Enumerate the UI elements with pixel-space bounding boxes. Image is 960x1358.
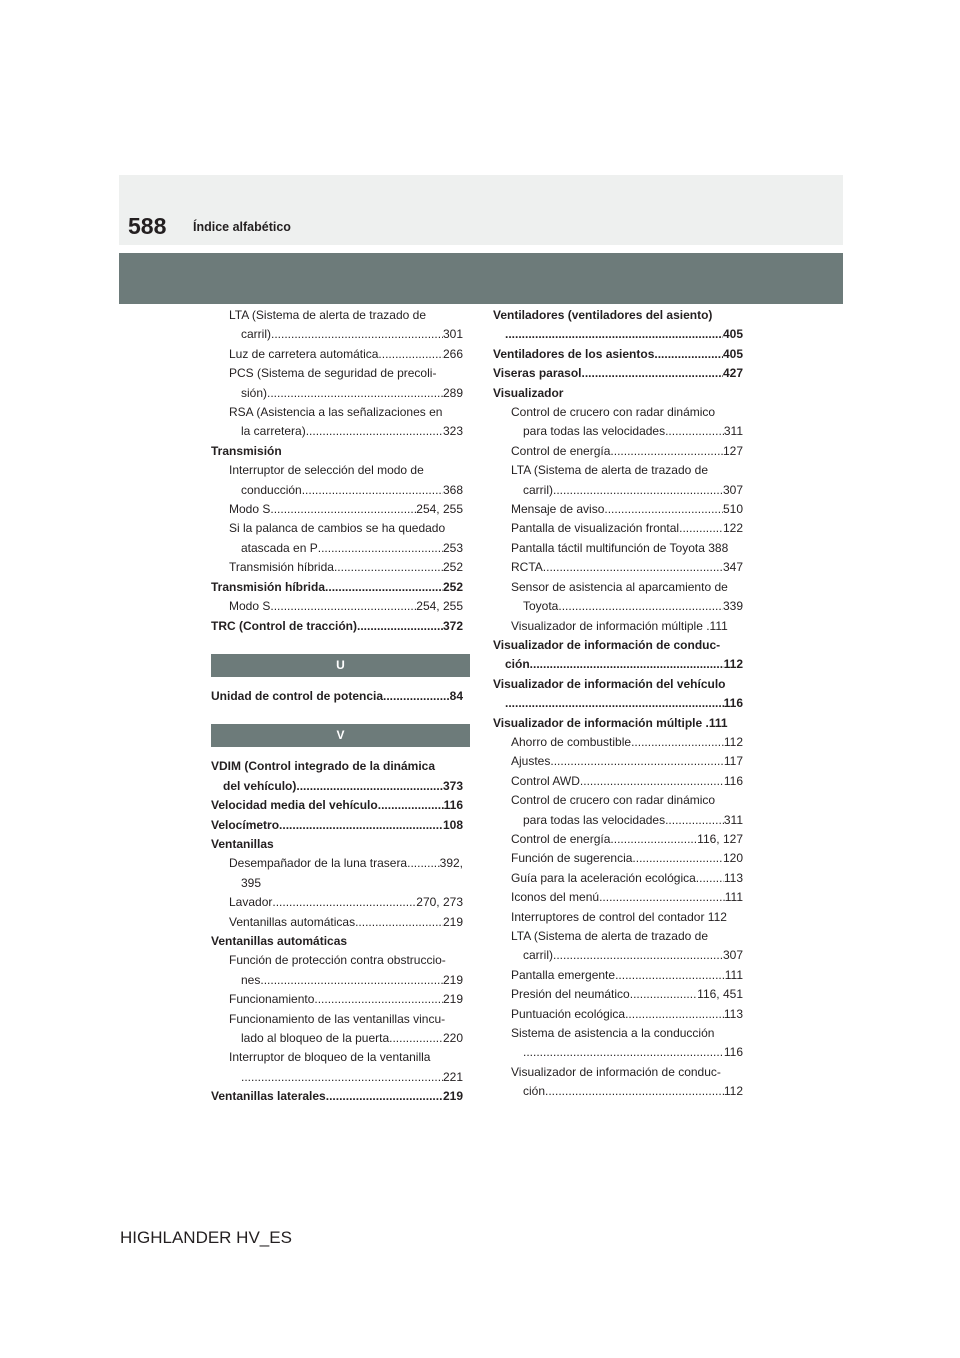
index-entry: Control de energía ..... 116, 127	[493, 830, 743, 849]
index-heading: Transmisión híbrida ..... 252	[211, 578, 463, 597]
index-entry: Ventanillas automáticas ..... 219	[211, 913, 463, 932]
index-entry: Pantalla táctil multifunción de Toyota 388	[511, 540, 729, 555]
index-heading: Ventanillas automáticas	[211, 933, 348, 948]
index-heading: Ventanillas	[211, 836, 274, 851]
index-entry-cont: sión) ..... 289	[211, 384, 463, 403]
index-heading: Visualizador de información múltiple .111	[493, 715, 728, 730]
index-entry: Luz de carretera automática ..... 266	[211, 345, 463, 364]
index-entry: Visualizador de información múltiple .111	[511, 618, 728, 633]
letter-section-u: U	[211, 654, 470, 677]
index-entry-cont: 395	[241, 875, 262, 890]
index-entry: Interruptor de selección del modo de	[229, 463, 424, 478]
index-heading: Ventiladores (ventiladores del asiento)	[493, 308, 713, 322]
index-entry: PCS (Sistema de seguridad de precoli-	[229, 366, 437, 381]
index-heading: Visualizador	[493, 385, 564, 400]
index-entry-cont: Toyota ..... 339	[493, 597, 743, 616]
index-entry: Sensor de asistencia al aparcamiento de	[511, 579, 728, 594]
index-heading: Velocidad media del vehículo ..... 116	[211, 796, 463, 815]
index-entry: RCTA ..... 347	[493, 558, 743, 577]
index-entry: Interruptores de control del contador 112	[511, 909, 727, 924]
index-entry: Interruptor de bloqueo de la ventanilla	[229, 1050, 431, 1065]
index-entry: Funcionamiento de las ventanillas vincu-	[229, 1011, 446, 1026]
index-entry: LTA (Sistema de alerta de trazado de	[229, 308, 426, 322]
index-entry-cont: carril) ..... 307	[493, 481, 743, 500]
index-column-right	[493, 306, 743, 1102]
index-entry-cont: conducción ..... 368	[211, 481, 463, 500]
index-entry: Visualizador de información de conduc-	[511, 1064, 721, 1079]
section-title: Índice alfabético	[193, 220, 291, 234]
index-heading: Ventanillas laterales ..... 219	[211, 1087, 463, 1106]
index-entry-cont: carril) ..... 307	[493, 946, 743, 965]
header-dark-band	[119, 253, 843, 304]
index-heading: Velocímetro ..... 108	[211, 816, 463, 835]
index-entry-cont: atascada en P ..... 253	[211, 539, 463, 558]
index-entry: Funcionamiento ..... 219	[211, 990, 463, 1009]
index-entry: Ahorro de combustible ..... 112	[493, 733, 743, 752]
index-heading: VDIM (Control integrado de la dinámica	[211, 759, 436, 774]
index-entry: Control de energía ..... 127	[493, 442, 743, 461]
index-heading: Viseras parasol ..... 427	[493, 364, 743, 383]
index-entry: Iconos del menú ..... 111	[493, 888, 743, 907]
index-entry: Pantalla de visualización frontal ..... 122	[493, 519, 743, 538]
index-entry: Modo S ..... 254, 255	[211, 597, 463, 616]
index-heading-cont: ..... 405	[493, 325, 743, 344]
index-entry: Control AWD ..... 116	[493, 772, 743, 791]
index-entry: Control de crucero con radar dinámico	[511, 793, 716, 808]
index-entry: Presión del neumático ..... 116, 451	[493, 985, 743, 1004]
index-heading: TRC (Control de tracción) ..... 372	[211, 617, 463, 636]
index-entry: Puntuación ecológica ..... 113	[493, 1005, 743, 1024]
index-entry-cont: ..... 116	[493, 1043, 743, 1062]
index-entry: LTA (Sistema de alerta de trazado de	[511, 929, 708, 943]
index-entry: Desempañador de la luna trasera ..... 392,	[211, 854, 463, 873]
index-heading: Visualizador de información del vehículo	[493, 676, 726, 691]
index-entry: Modo S ..... 254, 255	[211, 500, 463, 519]
index-column-left	[211, 306, 463, 1107]
index-entry: LTA (Sistema de alerta de trazado de	[511, 463, 708, 478]
page-number: 588	[128, 213, 167, 239]
index-heading-cont: ción ..... 112	[493, 655, 743, 674]
letter-section-v: V	[211, 724, 470, 747]
index-entry-cont: la carretera) ..... 323	[211, 422, 463, 441]
index-entry: Guía para la aceleración ecológica ..... 113	[493, 869, 743, 888]
index-heading: Ventiladores de los asientos ..... 405	[493, 345, 743, 364]
index-heading: Visualizador de información de conduc-	[493, 637, 721, 652]
index-entry: Sistema de asistencia a la conducción	[511, 1026, 715, 1041]
index-entry: Si la palanca de cambios se ha quedado	[229, 521, 446, 536]
index-entry-cont: ..... 221	[211, 1068, 463, 1087]
footer-model: HIGHLANDER HV_ES	[120, 1228, 292, 1247]
index-entry: Lavador ..... 270, 273	[211, 893, 463, 912]
index-heading: Transmisión	[211, 443, 282, 458]
index-entry: Mensaje de aviso ..... 510	[493, 500, 743, 519]
index-entry-cont: para todas las velocidades ..... 311	[493, 422, 743, 441]
index-heading: Unidad de control de potencia ..... 84	[211, 687, 463, 706]
index-entry-cont: lado al bloqueo de la puerta ..... 220	[211, 1029, 463, 1048]
index-entry-cont: ción ..... 112	[493, 1082, 743, 1101]
index-entry: Pantalla emergente ..... 111	[493, 966, 743, 985]
index-entry: Función de protección contra obstruccio-	[229, 953, 446, 968]
index-entry: Ajustes ..... 117	[493, 752, 743, 771]
index-entry: Transmisión híbrida ..... 252	[211, 558, 463, 577]
index-heading-cont: del vehículo) ..... 373	[211, 777, 463, 796]
index-entry-cont: para todas las velocidades ..... 311	[493, 811, 743, 830]
index-entry: RSA (Asistencia a las señalizaciones en	[229, 405, 443, 420]
index-entry-cont: nes ..... 219	[211, 971, 463, 990]
index-heading-cont: ..... 116	[493, 694, 743, 713]
index-entry: Control de crucero con radar dinámico	[511, 405, 716, 420]
index-entry: Función de sugerencia ..... 120	[493, 849, 743, 868]
index-entry-cont: carril) ..... 301	[211, 325, 463, 344]
